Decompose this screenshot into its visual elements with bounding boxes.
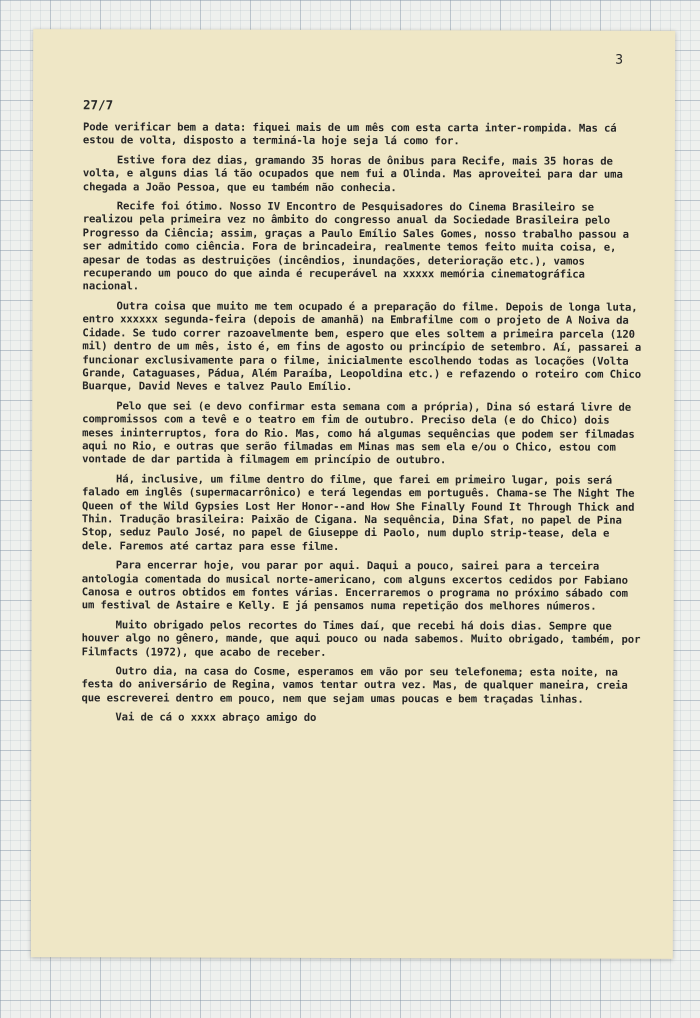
paragraph-1: Pode verificar bem a data: fiquei mais de um mês com esta carta inter-rompida. Mas cá estou de volta, disposto a terminá-la hoje seja lá como for. (82, 121, 623, 148)
paragraph-8: Muito obrigado pelos recortes do Times daí, que recebi há dois dias. Sempre que houver algo no gênero, mande, que aqui pouco ou nada sabemos. Muito obrigado, também, por Filmfacts (1972), que acabo de receber. (81, 619, 647, 659)
paragraph-7: Para encerrar hoje, vou parar por aqui. Daqui a pouco, sairei para a terceira antologia comentada do musical norte-americano, com alguns excertos cedidos por Fabiano Canosa e outros obtidos em fontes várias. Encerraremos o programa no próximo sábado com um festival de Astaire e Kelly. E já pensamos numa repetição dos melhores números. (81, 559, 635, 614)
paragraph-9: Outro dia, na casa do Cosme, esperamos em vão por seu telefonema; esta noite, na festa do aniversário de Regina, vamos tentar outra vez. Mas, de qualquer maneira, creia que escreverei dentro em pouco, nem que sejam umas poucas e bem traçadas linhas. (81, 665, 634, 706)
letter-date: 27/7 (82, 97, 114, 113)
paragraph-4: Outra coisa que muito me tem ocupado é a preparação do filme. Depois de longa luta, entro xxxxxx segunda-feira (depois de amanhã) na Embrafilme com o projeto de A Noiva da Cidade. Se tudo correr razoavelmente bem, espero que eles soltem a primeira parcela (120 mil) dentro de um mês, isto é, em fins de agosto ou princípio de setembro. Aí, passarei a funcionar exclusivamente para o filme, inicialmente escolhendo todas as locações (Volta Grande, Cataguases, Pádua, Além Paraíba, Leopoldina etc.) e refazendo o roteiro com Chico Buarque, David Neves e talvez Paulo Emílio. (82, 300, 648, 394)
letter-body (81, 121, 648, 732)
paragraph-3: Recife foi ótimo. Nosso IV Encontro de Pesquisadores do Cinema Brasileiro se realizou pela primeira vez no âmbito do congresso anual da Sociedade Brasileira pelo Progresso da Ciência; assim, graças a Paulo Emílio Sales Gomes, nosso trabalho passou a ser admitido como ciência. Fora de brincadeira, realmente temos feito muita coisa, e, apesar de todas as destruições (incêndios, inundações, deterioração etc.), vamos recuperando um pouco do que ainda é recuperável na xxxxx memória cinematográfica nacional. (82, 200, 636, 293)
letter-page (31, 29, 675, 959)
page-number: 3 (615, 52, 624, 68)
paragraph-5: Pelo que sei (e devo confirmar esta semana com a própria), Dina só estará livre de compromissos com a tevê e o teatro em fim de outubro. Preciso dela (e do Chico) dois meses ininterruptos, fora do Rio. Mas, como há algumas sequências que podem ser filmadas aqui no Rio, e outras que serão filmadas em Minas mas sem ela e/ou o Chico, estou com vontade de dar partida à filmagem em princípio de outubro. (82, 400, 641, 467)
paragraph-6: Há, inclusive, um filme dentro do filme, que farei em primeiro lugar, pois será falado em inglês (supermacarrônico) e terá legendas em português. Chama-se The Night The Queen of the Wild Gypsies Lost Her Honor--and How She Finally Found It Through Thick and Thin. Tradução brasileira: Paixão de Cigana. Na sequência, Dina Sfat, no papel de Pina Stop, seduz Paulo José, no papel de Giuseppe di Paolo, num duplo strip-tease, dela e dele. Faremos até cartaz para esse filme. (81, 473, 641, 553)
paragraph-2: Estive fora dez dias, gramando 35 horas de ônibus para Recife, mais 35 horas de volta, e alguns dias lá tão ocupados que nem fui a Olinda. Mas aproveitei para dar uma chegada a João Pessoa, que eu também não conhecia. (82, 154, 630, 194)
closing-line: Vai de cá o xxxx abraço amigo do (115, 711, 317, 725)
